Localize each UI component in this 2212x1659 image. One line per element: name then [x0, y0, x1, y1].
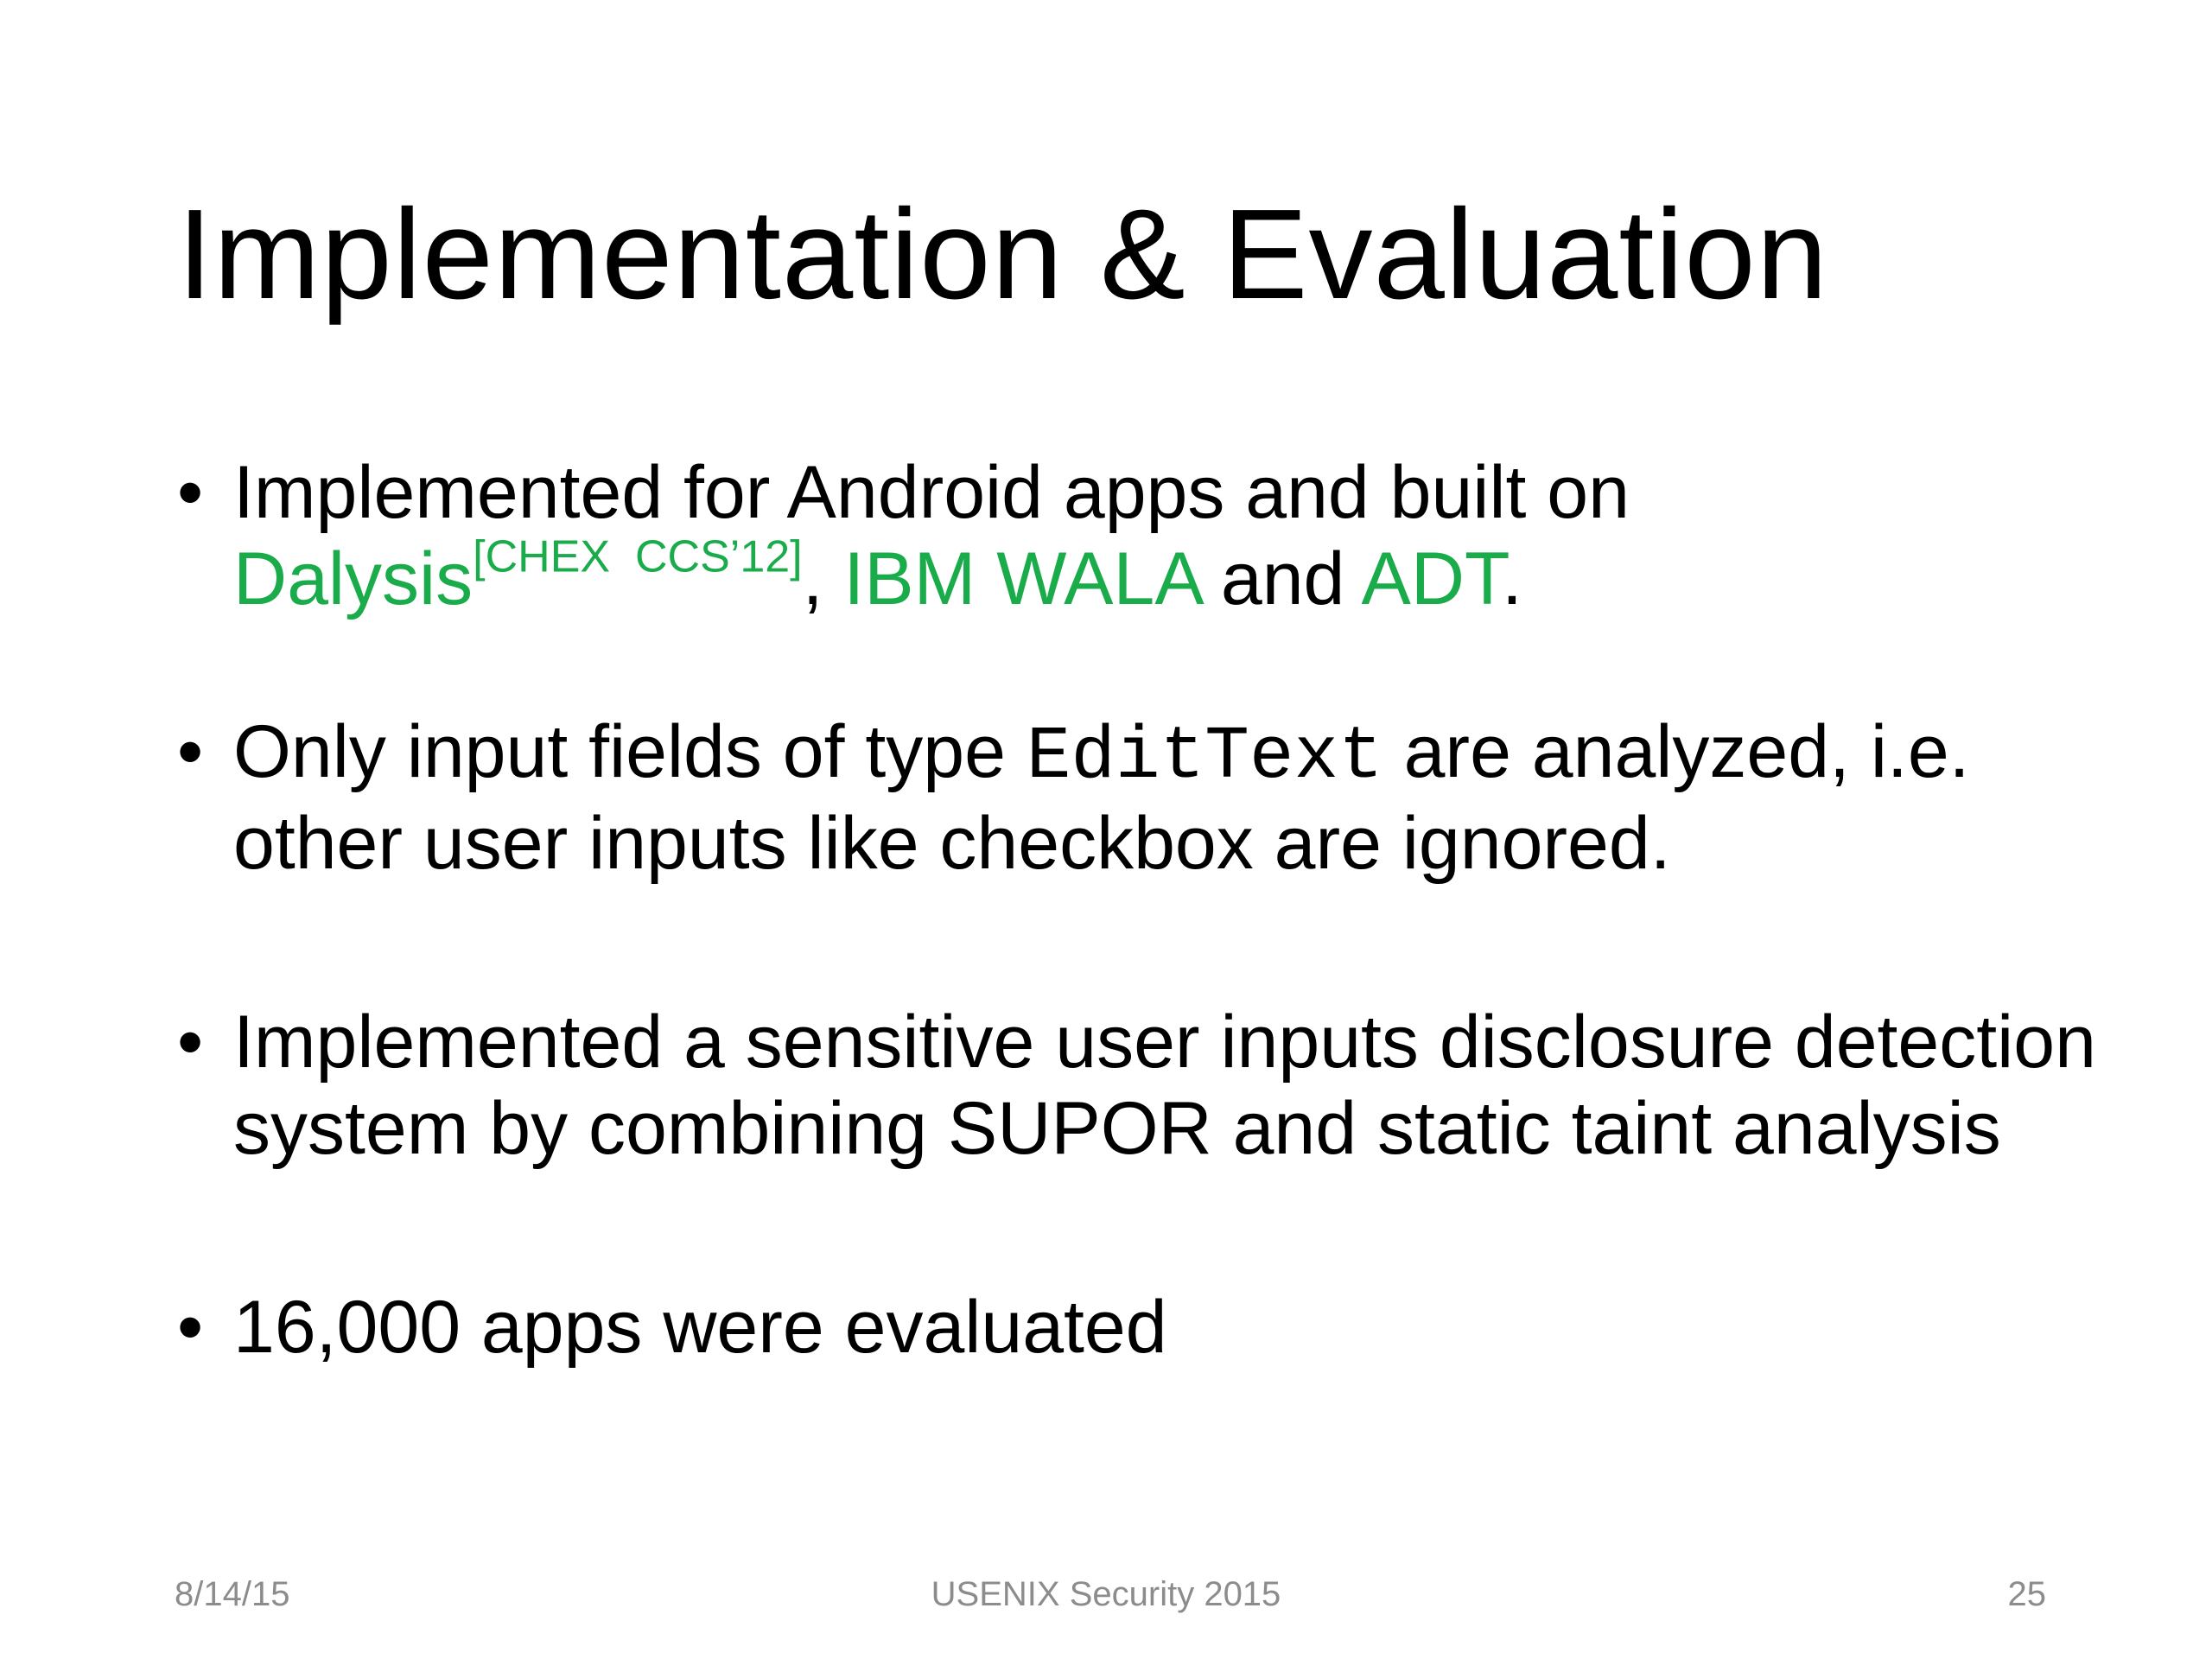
ibm-wala-highlight: IBM WALA	[843, 537, 1200, 620]
footer-date: 8/14/15	[175, 1575, 290, 1613]
footer-event: USENIX Security 2015	[931, 1575, 1281, 1613]
bullet-text-post: are analyzed, i.e. other user inputs like checkbox are ignored.	[233, 710, 1970, 885]
separator-comma: ,	[802, 537, 844, 620]
period: .	[1501, 537, 1522, 620]
footer-page-number: 25	[2007, 1575, 2046, 1613]
bullet-text: Implemented a sensitive user inputs disclosure detection system by combining SUPOR and static taint analysis	[233, 1001, 2096, 1170]
bullet-item-implemented-for-android	[177, 449, 2121, 622]
bullet-item-apps-evaluated	[177, 1284, 2121, 1370]
edittext-code: EditText	[1026, 715, 1383, 799]
dalysis-highlight: Dalysis	[233, 537, 474, 620]
bullet-text-pre: Only input fields of type	[233, 710, 1027, 793]
bullet-list	[177, 449, 2121, 1370]
citation-superscript: [CHEX CCS’12]	[473, 531, 803, 582]
adt-highlight: ADT	[1361, 537, 1502, 620]
bullet-item-detection-system	[177, 999, 2121, 1172]
bullet-text: Implemented for Android apps and built on	[233, 451, 1630, 534]
separator-and: and	[1199, 537, 1362, 620]
slide-title: Implementation & Evaluation	[177, 183, 1828, 326]
bullet-text: 16,000 apps were evaluated	[233, 1286, 1167, 1369]
bullet-item-edittext-fields	[177, 709, 2121, 887]
